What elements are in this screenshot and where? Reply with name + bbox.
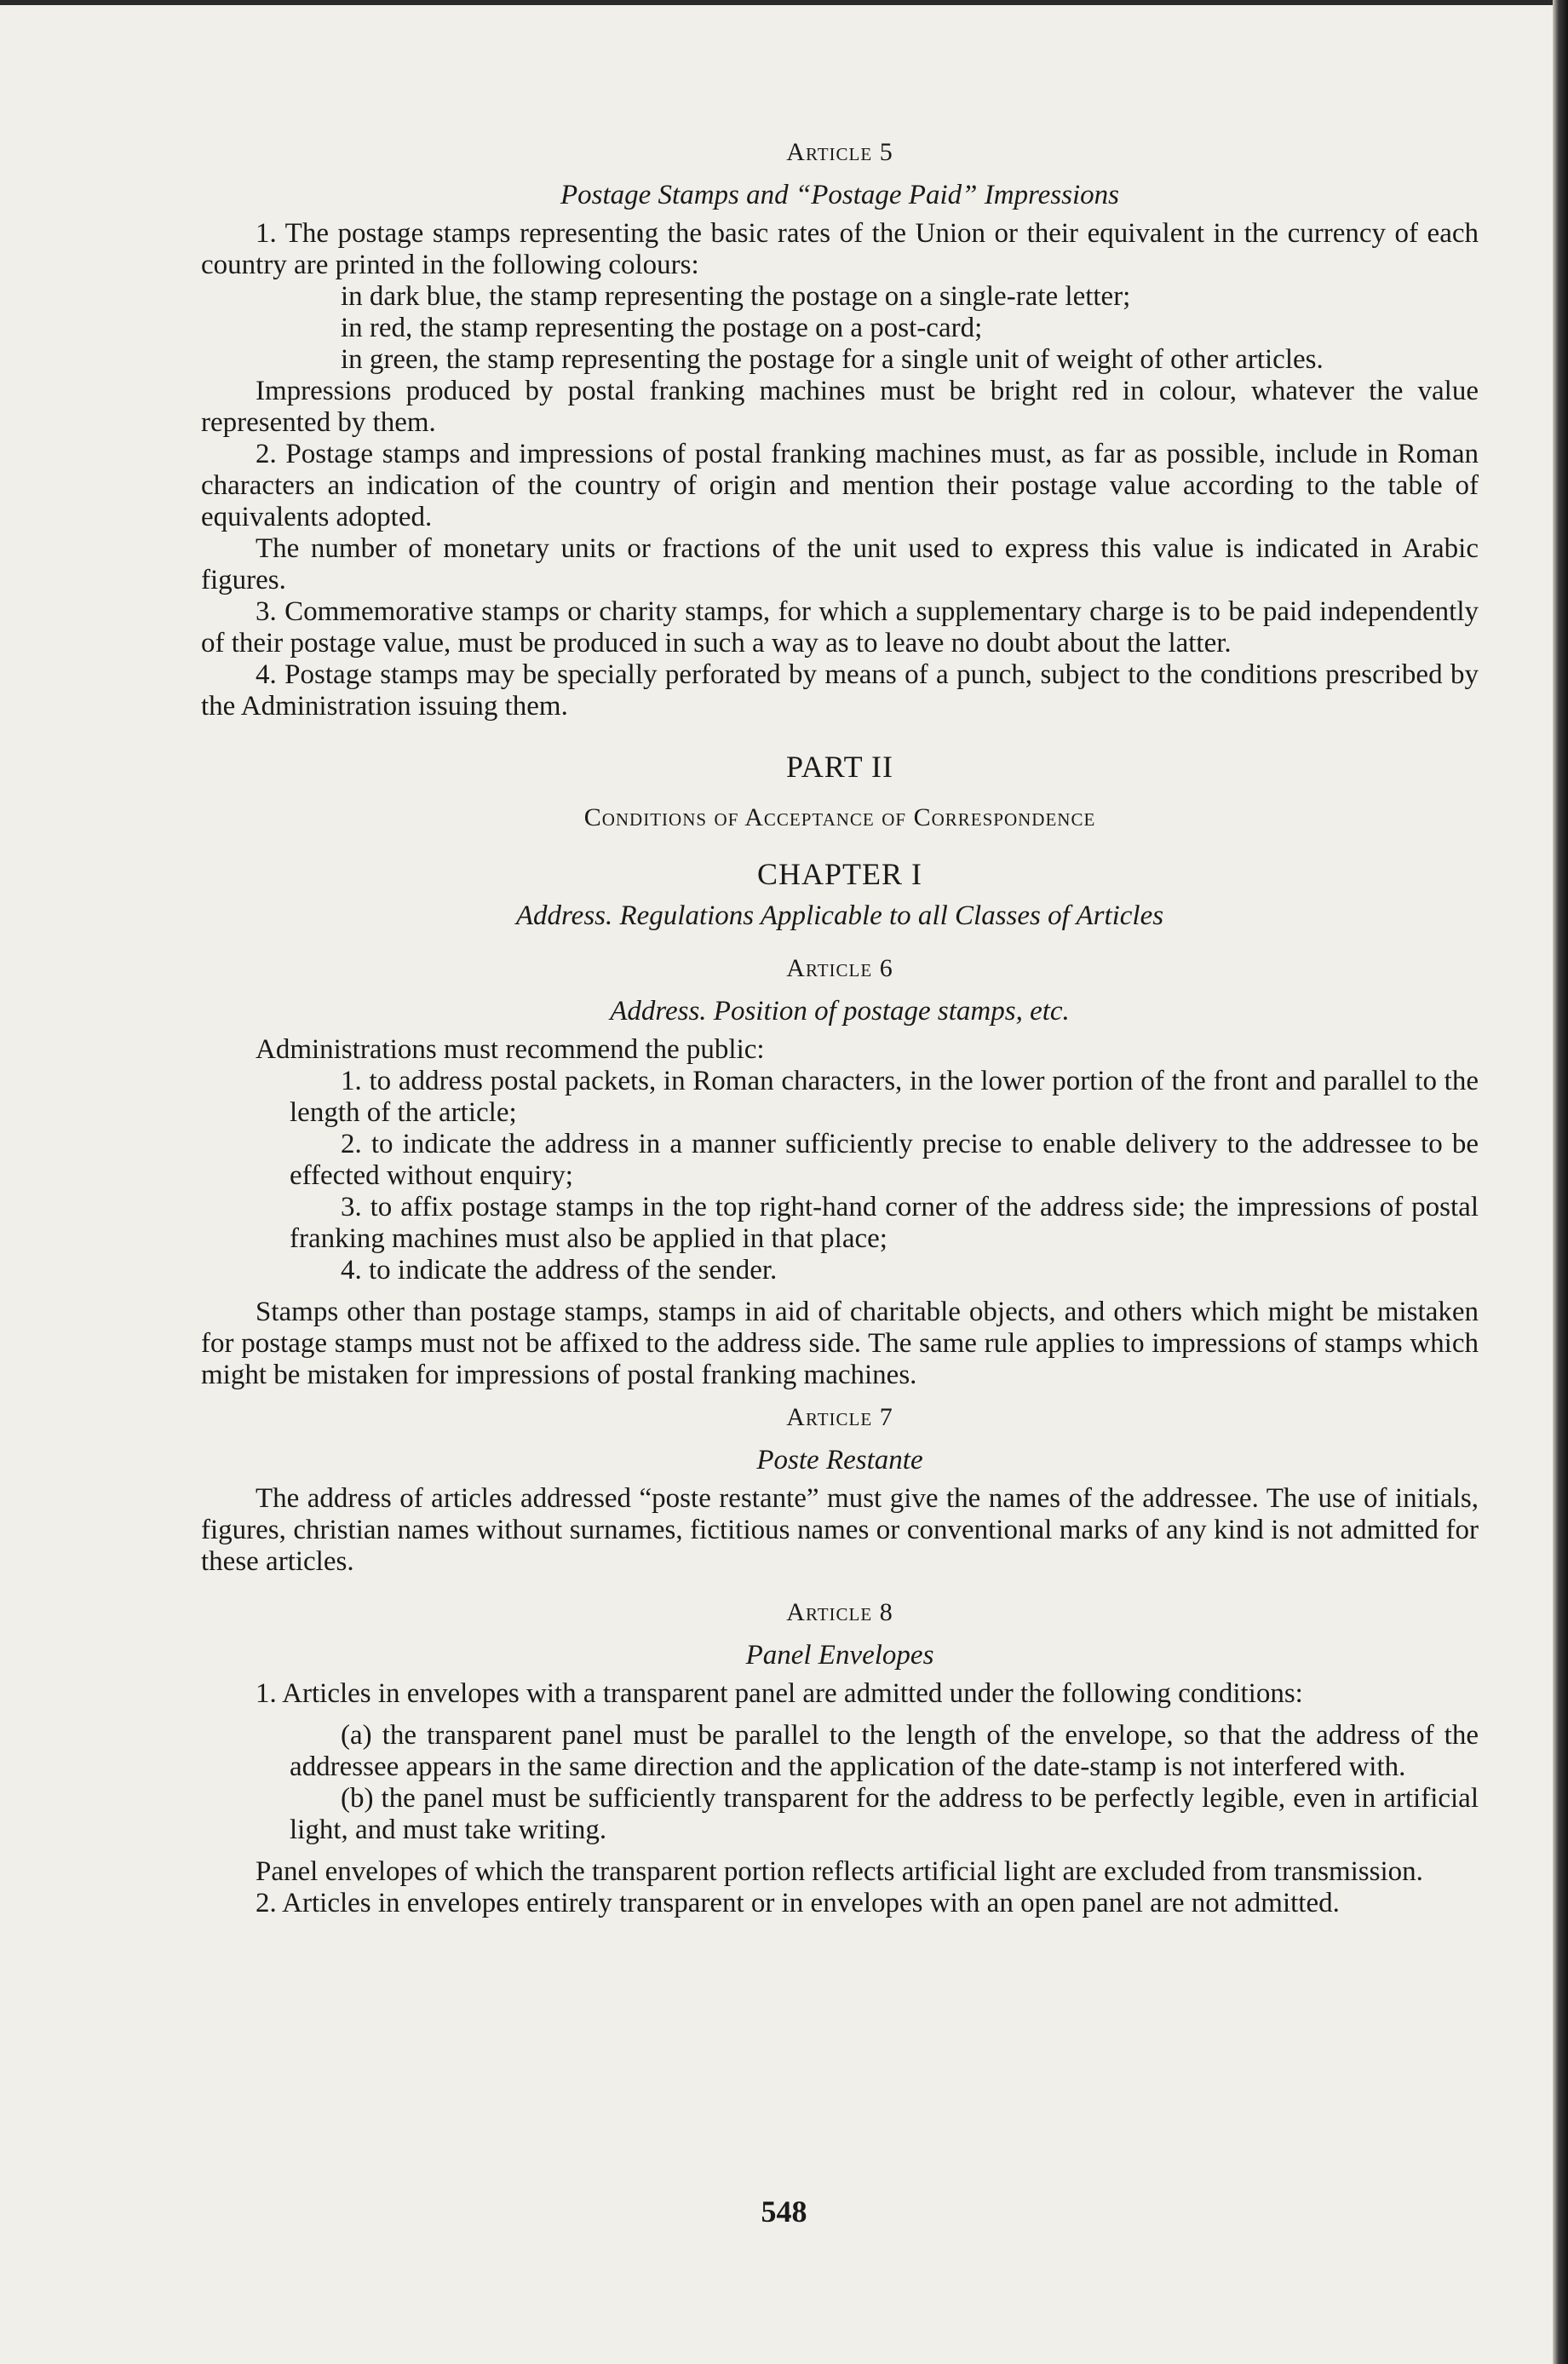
article-5-franking-paragraph: Impressions produced by postal franking machines must be bright red in colour, whatever the value represented by them. (201, 376, 1479, 438)
article-8-title: Panel Envelopes (745, 1640, 934, 1671)
article-5-item-green: in green, the stamp representing the postage for a single unit of weight of other articles. (341, 344, 1324, 375)
article-8-heading: Article 8 (786, 1598, 893, 1626)
chapter-title: CHAPTER I (756, 857, 922, 891)
article-5-item-dark-blue: in dark blue, the stamp representing the postage on a single-rate letter; (341, 281, 1131, 312)
article-5-title: Postage Stamps and “Postage Paid” Impressions (560, 180, 1120, 210)
document-body (201, 136, 1479, 1919)
article-6-item-3: 3. to affix postage stamps in the top right-hand corner of the address side; the impressions of postal franking machines must also be applied in that place; (290, 1192, 1479, 1254)
article-5-heading: Article 5 (786, 138, 893, 166)
article-5-monetary-units-paragraph: The number of monetary units or fractions of the unit used to express this value is indicated in Arabic figures. (201, 533, 1479, 595)
part-title: PART II (786, 750, 893, 784)
article-8-condition-b: (b) the panel must be sufficiently transparent for the address to be perfectly legible, even in artificial light, and must take writing. (290, 1783, 1479, 1845)
article-8-paragraph-3: 2. Articles in envelopes entirely transparent or in envelopes with an open panel are not admitted. (256, 1888, 1340, 1918)
page-top-edge (0, 0, 1568, 5)
article-6-paragraph-2: Stamps other than postage stamps, stamps in aid of charitable objects, and others which might be mistaken for postage stamps must not be affixed to the address side. The same rule applies to impressions of stamps which might be mistaken for impressions of postal franking machines. (201, 1297, 1479, 1390)
page-number: 548 (761, 2194, 807, 2229)
article-5-paragraph-1: 1. The postage stamps representing the basic rates of the Union or their equivalent in the currency of each country are printed in the following colours: (201, 218, 1479, 280)
article-6-title: Address. Position of postage stamps, etc. (610, 996, 1070, 1027)
article-6-item-4: 4. to indicate the address of the sender. (341, 1255, 778, 1286)
article-6-item-2: 2. to indicate the address in a manner sufficiently precise to enable delivery to the addressee to be effected without enquiry; (290, 1129, 1479, 1191)
article-7-heading: Article 7 (786, 1403, 893, 1431)
article-6-intro: Administrations must recommend the public: (256, 1034, 765, 1065)
page-right-edge (1553, 0, 1568, 2364)
article-8-condition-a: (a) the transparent panel must be parallel to the length of the envelope, so that the address of the addressee appears in the same direction and the application of the date-stamp is not interfered with. (290, 1720, 1479, 1782)
part-subtitle: Conditions of Acceptance of Correspondence (583, 803, 1096, 831)
article-8-paragraph-2: Panel envelopes of which the transparent portion reflects artificial light are excluded from transmission. (256, 1856, 1423, 1887)
article-6-item-1: 1. to address postal packets, in Roman characters, in the lower portion of the front and parallel to the length of the article; (290, 1066, 1479, 1128)
chapter-subtitle: Address. Regulations Applicable to all Classes of Articles (515, 900, 1164, 931)
article-6-heading: Article 6 (786, 954, 893, 982)
article-8-paragraph-1: 1. Articles in envelopes with a transparent panel are admitted under the following conditions: (256, 1678, 1303, 1709)
article-5-paragraph-2: 2. Postage stamps and impressions of postal franking machines must, as far as possible, include in Roman characters an indication of the country of origin and mention their postage value according to the table of equivalents adopted. (201, 439, 1479, 532)
article-7-title: Poste Restante (756, 1445, 923, 1475)
article-5-paragraph-3: 3. Commemorative stamps or charity stamps, for which a supplementary charge is to be paid independently of their postage value, must be produced in such a way as to leave no doubt about the latter. (201, 596, 1479, 659)
article-5-paragraph-4: 4. Postage stamps may be specially perforated by means of a punch, subject to the conditions prescribed by the Administration issuing them. (201, 659, 1479, 722)
article-7-paragraph-1: The address of articles addressed “poste restante” must give the names of the addressee. The use of initials, figures, christian names without surnames, fictitious names or conventional marks of any kind is not admitted for these articles. (201, 1483, 1479, 1577)
article-5-item-red: in red, the stamp representing the postage on a post-card; (341, 313, 983, 343)
